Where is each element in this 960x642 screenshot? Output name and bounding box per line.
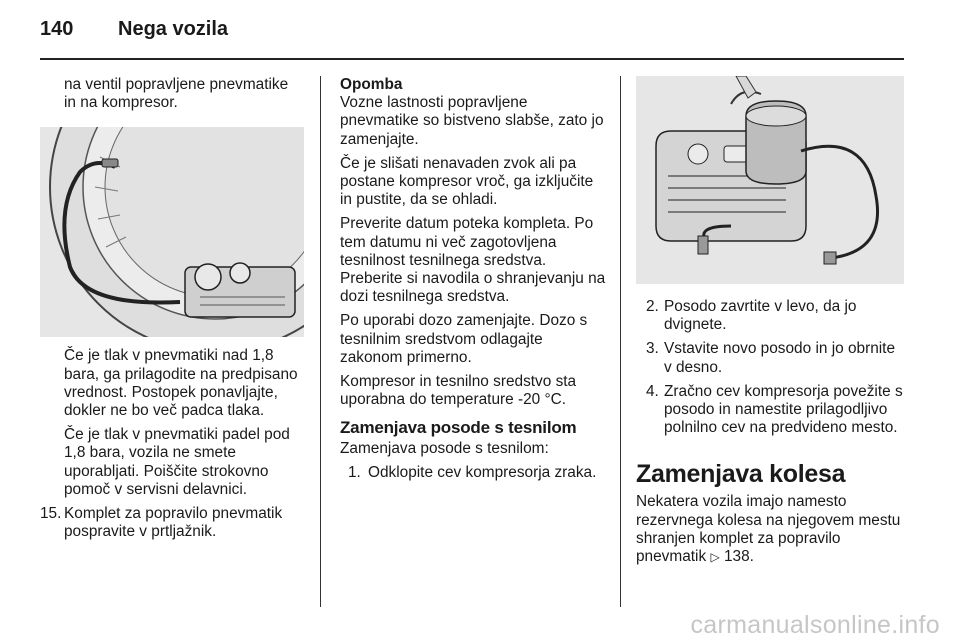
step-3 — [636, 340, 904, 376]
canister-replacement-illustration — [636, 76, 904, 284]
step-1-number: 1. — [348, 463, 361, 481]
triangle-right-icon: ▷ — [710, 550, 720, 565]
column-middle — [340, 76, 606, 488]
step-4-text: Zračno cev kompresorja povežite s posodo in namestite prilagodljivo polnilno cev na predvideno mesto. — [664, 382, 903, 437]
step-2 — [636, 298, 904, 334]
temperature-text: Kompresor in tesnilno sredstvo sta uporabna do temperature -20 °C. — [340, 373, 577, 409]
step-2-text: Posodo zavrtite v levo, da jo dvignete. — [664, 298, 857, 334]
column-right — [636, 76, 904, 572]
step-15 — [40, 505, 304, 541]
step-4-number: 4. — [646, 382, 659, 400]
low-pressure-text: Če je tlak v pnevmatiki padel pod 1,8 bara, vozila ne smete uporabljati. Poiščite strokovno pomoč v servisni delavnici. — [64, 426, 290, 498]
section-title: Nega vozila — [118, 18, 229, 40]
expiry-text: Preverite datum poteka kompleta. Po tem datumu ni več zagotovljena tesnilnost tesnilnega sredstva. Preberite si navodila o shranjevanju na dozi tesnilnega sredstva. — [340, 215, 606, 306]
column-left — [40, 76, 304, 547]
page-number: 140 — [40, 18, 74, 40]
step-4 — [636, 383, 904, 438]
intro-text: na ventil popravljene pnevmatike in na kompresor. — [64, 76, 289, 112]
page-reference[interactable]: 138. — [719, 548, 754, 566]
step-15-number: 15. — [40, 505, 62, 523]
main-heading: Zamenjava kolesa — [636, 460, 846, 489]
step-2-number: 2. — [646, 298, 659, 315]
note-text: Vozne lastnosti popravljene pnevmatike so bistveno slabše, zato jo zamenjajte. — [340, 94, 604, 148]
wheel-change-body: Nekatera vozila imajo namesto rezervnega kolesa na njegovem mestu shranjen komplet za popravilo pnevmatik — [636, 493, 901, 566]
column-divider-1 — [320, 76, 321, 607]
tire-compressor-illustration — [40, 127, 304, 337]
subheading: Zamenjava posode s tesnilom — [340, 418, 577, 438]
wheel-change-text — [636, 493, 904, 566]
step-1-text: Odklopite cev kompresorja zraka. — [368, 463, 597, 481]
watermark: carmanualsonline.info — [690, 611, 940, 639]
step-3-text: Vstavite novo posodo in jo obrnite v desno. — [664, 340, 896, 376]
step-1 — [340, 464, 606, 482]
column-divider-2 — [620, 76, 621, 607]
header-rule — [40, 58, 904, 60]
noise-text: Če je slišati nenavaden zvok ali pa postane kompresor vroč, ga izključite in pustite, da se ohladi. — [340, 154, 594, 209]
pressure-check-text: Če je tlak v pnevmatiki nad 1,8 bara, ga prilagodite na predpisano vrednost. Postopek ponavljajte, dokler ne bo več padca tlaka. — [64, 347, 298, 420]
note-title: Opomba — [340, 76, 403, 93]
after-use-text: Po uporabi dozo zamenjajte. Dozo s tesnilnim sredstvom odlagajte zakonom primerno. — [340, 312, 588, 366]
step-3-number: 3. — [646, 340, 659, 358]
step-15-text: Komplet za popravilo pnevmatik pospravite v prtljažnik. — [64, 505, 283, 541]
sub-intro: Zamenjava posode s tesnilom: — [340, 439, 549, 457]
